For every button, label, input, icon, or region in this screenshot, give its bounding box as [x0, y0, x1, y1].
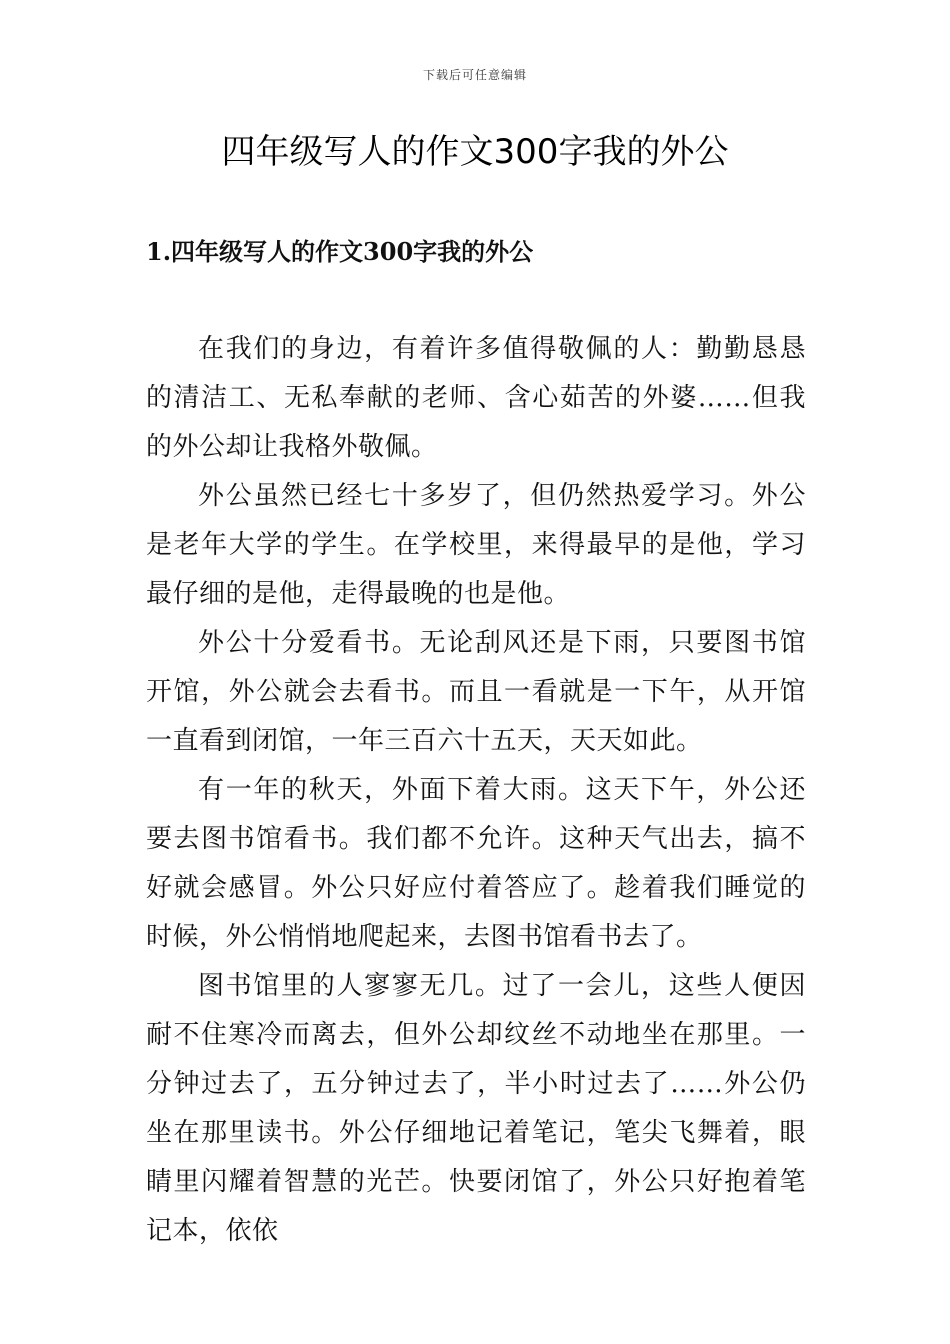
article-body	[146, 325, 806, 1256]
paragraph-1: 在我们的身边，有着许多值得敬佩的人：勤勤恳恳的清洁工、无私奉献的老师、含心茹苦的外婆……但我的外公却让我格外敬佩。	[146, 334, 806, 462]
header-note: 下载后可任意编辑	[422, 68, 527, 82]
paragraph-2: 外公虽然已经七十多岁了，但仍然热爱学习。外公是老年大学的学生。在学校里，来得最早的是他，学习最仔细的是他，走得最晚的也是他。	[146, 481, 806, 609]
paragraph-5: 图书馆里的人寥寥无几。过了一会儿，这些人便因耐不住寒冷而离去，但外公却纹丝不动地坐在那里。一分钟过去了，五分钟过去了，半小时过去了……外公仍坐在那里读书。外公仔细地记着笔记，笔尖飞舞着，眼睛里闪耀着智慧的光芒。快要闭馆了，外公只好抱着笔记本，依依	[146, 971, 806, 1246]
document-title: 四年级写人的作文300字我的外公	[221, 132, 729, 172]
paragraph-3: 外公十分爱看书。无论刮风还是下雨，只要图书馆开馆，外公就会去看书。而且一看就是一下午，从开馆一直看到闭馆，一年三百六十五天，天天如此。	[146, 628, 806, 756]
section-heading: 1.四年级写人的作文300字我的外公	[146, 237, 534, 266]
paragraph-4: 有一年的秋天，外面下着大雨。这天下午，外公还要去图书馆看书。我们都不允许。这种天气出去，搞不好就会感冒。外公只好应付着答应了。趁着我们睡觉的时候，外公悄悄地爬起来，去图书馆看书去了。	[146, 775, 806, 952]
